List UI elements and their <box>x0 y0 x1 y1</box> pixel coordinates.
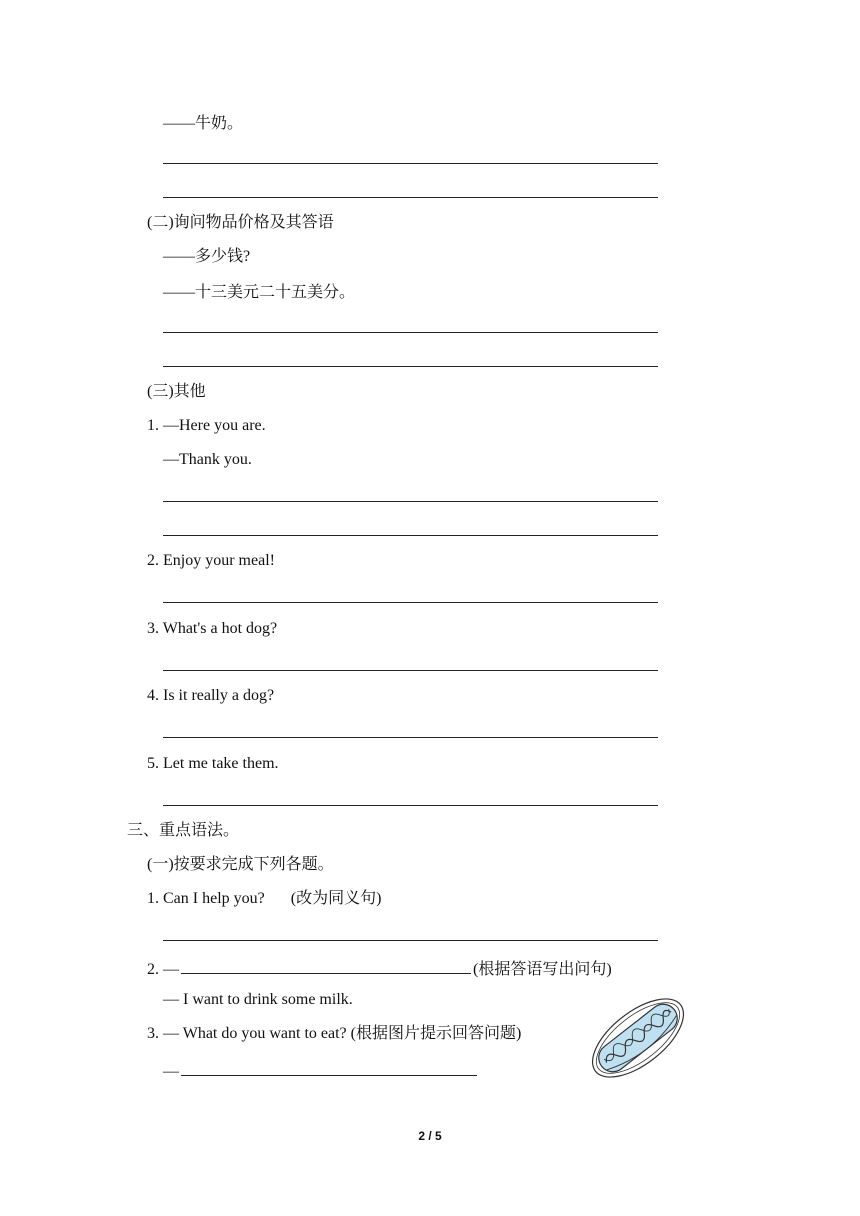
section-heading-price: (二)询问物品价格及其答语 <box>147 214 334 231</box>
grammar-q2-answer: — I want to drink some milk. <box>163 991 353 1008</box>
price-question: ——多少钱? <box>163 248 251 265</box>
grammar-q1 <box>147 889 381 909</box>
subsection-heading: (一)按要求完成下列各题。 <box>147 856 334 873</box>
hotdog-image <box>582 990 694 1086</box>
answer-line[interactable] <box>163 501 658 502</box>
answer-line[interactable] <box>163 535 658 536</box>
answer-line[interactable] <box>163 805 658 806</box>
fill-in-blank[interactable] <box>181 957 471 974</box>
grammar-q2 <box>147 957 612 980</box>
other-item-5: 5. Let me take them. <box>147 755 279 772</box>
answer-line[interactable] <box>163 163 658 164</box>
grammar-q3: 3. — What do you want to eat? (根据图片提示回答问题) <box>147 1025 522 1042</box>
section-heading-other: (三)其他 <box>147 383 206 400</box>
answer-line[interactable] <box>163 670 658 671</box>
answer-line[interactable] <box>163 737 658 738</box>
other-item-1-line1: 1. —Here you are. <box>147 417 266 434</box>
section-heading-grammar: 三、重点语法。 <box>127 822 240 839</box>
other-item-1-line2: —Thank you. <box>163 451 252 468</box>
other-item-3: 3. What's a hot dog? <box>147 620 278 637</box>
milk-answer: ——牛奶。 <box>163 115 244 132</box>
fill-in-blank[interactable] <box>181 1059 477 1076</box>
answer-line[interactable] <box>163 940 658 941</box>
grammar-q3-answer <box>163 1059 479 1082</box>
answer-line[interactable] <box>163 332 658 333</box>
grammar-q2-note: (根据答语写出问句) <box>473 961 612 978</box>
answer-line[interactable] <box>163 366 658 367</box>
grammar-q3-prefix: — <box>163 1063 179 1080</box>
grammar-q1-text: 1. Can I help you? <box>147 890 265 907</box>
price-answer: ——十三美元二十五美分。 <box>163 284 356 301</box>
other-item-2: 2. Enjoy your meal! <box>147 552 275 569</box>
other-item-4: 4. Is it really a dog? <box>147 687 275 704</box>
answer-line[interactable] <box>163 197 658 198</box>
page-number: 2 / 5 <box>418 1129 442 1143</box>
grammar-q1-note: (改为同义句) <box>290 890 382 907</box>
grammar-q2-prefix: 2. — <box>147 961 179 978</box>
answer-line[interactable] <box>163 602 658 603</box>
